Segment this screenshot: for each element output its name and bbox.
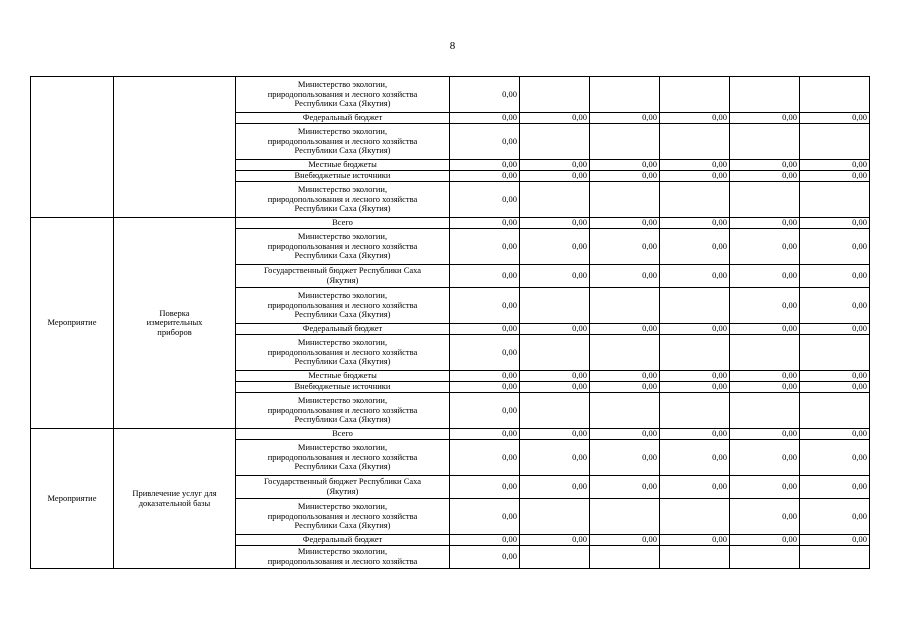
funding-source-cell: Министерство экологии, природопользования и лесного хозяйства Республики Саха (Якутия) xyxy=(236,124,450,160)
amount-cell: 0,00 xyxy=(520,218,590,229)
amount-cell: 0,00 xyxy=(660,218,730,229)
amount-cell: 0,00 xyxy=(730,429,800,440)
amount-cell: 0,00 xyxy=(730,218,800,229)
amount-cell xyxy=(660,546,730,569)
table-row xyxy=(31,77,870,113)
amount-cell: 0,00 xyxy=(520,382,590,393)
funding-source-cell: Внебюджетные источники xyxy=(236,171,450,182)
amount-cell: 0,00 xyxy=(800,113,870,124)
amount-cell xyxy=(730,335,800,371)
amount-cell xyxy=(660,335,730,371)
amount-cell: 0,00 xyxy=(450,160,520,171)
amount-cell: 0,00 xyxy=(730,440,800,476)
amount-cell: 0,00 xyxy=(590,218,660,229)
event-name-cell: Поверка измерительных приборов xyxy=(114,218,236,429)
amount-cell: 0,00 xyxy=(520,229,590,265)
amount-cell xyxy=(660,288,730,324)
amount-cell: 0,00 xyxy=(520,371,590,382)
amount-cell xyxy=(800,77,870,113)
event-name-cell: Привлечение услуг для доказательной базы xyxy=(114,429,236,569)
amount-cell: 0,00 xyxy=(590,382,660,393)
funding-source-cell: Местные бюджеты xyxy=(236,160,450,171)
amount-cell: 0,00 xyxy=(590,324,660,335)
amount-cell xyxy=(590,77,660,113)
funding-source-cell: Внебюджетные источники xyxy=(236,382,450,393)
event-name-cell xyxy=(114,77,236,218)
amount-cell xyxy=(660,499,730,535)
amount-cell xyxy=(590,393,660,429)
funding-source-cell: Министерство экологии, природопользования и лесного хозяйства Республики Саха (Якутия) xyxy=(236,440,450,476)
amount-cell: 0,00 xyxy=(520,535,590,546)
amount-cell xyxy=(730,77,800,113)
amount-cell: 0,00 xyxy=(520,476,590,499)
amount-cell: 0,00 xyxy=(520,429,590,440)
amount-cell: 0,00 xyxy=(450,229,520,265)
amount-cell: 0,00 xyxy=(730,476,800,499)
amount-cell: 0,00 xyxy=(660,265,730,288)
funding-source-cell: Министерство экологии, природопользования и лесного хозяйства Республики Саха (Якутия) xyxy=(236,288,450,324)
amount-cell: 0,00 xyxy=(590,535,660,546)
amount-cell: 0,00 xyxy=(730,535,800,546)
amount-cell: 0,00 xyxy=(450,535,520,546)
amount-cell: 0,00 xyxy=(590,476,660,499)
amount-cell xyxy=(800,182,870,218)
amount-cell xyxy=(590,335,660,371)
amount-cell: 0,00 xyxy=(450,382,520,393)
amount-cell xyxy=(660,182,730,218)
amount-cell: 0,00 xyxy=(660,171,730,182)
amount-cell xyxy=(590,546,660,569)
funding-source-cell: Министерство экологии, природопользования и лесного хозяйства Республики Саха (Якутия) xyxy=(236,182,450,218)
amount-cell xyxy=(730,124,800,160)
amount-cell: 0,00 xyxy=(800,535,870,546)
amount-cell: 0,00 xyxy=(450,124,520,160)
budget-table-body xyxy=(31,77,870,569)
amount-cell xyxy=(520,288,590,324)
amount-cell: 0,00 xyxy=(660,371,730,382)
amount-cell: 0,00 xyxy=(520,265,590,288)
amount-cell: 0,00 xyxy=(800,171,870,182)
amount-cell: 0,00 xyxy=(730,229,800,265)
amount-cell: 0,00 xyxy=(660,429,730,440)
amount-cell: 0,00 xyxy=(660,382,730,393)
amount-cell: 0,00 xyxy=(590,371,660,382)
amount-cell xyxy=(660,77,730,113)
funding-source-cell: Федеральный бюджет xyxy=(236,113,450,124)
amount-cell xyxy=(730,182,800,218)
page-number: 8 xyxy=(449,40,456,52)
funding-source-cell: Местные бюджеты xyxy=(236,371,450,382)
amount-cell xyxy=(590,182,660,218)
amount-cell: 0,00 xyxy=(590,171,660,182)
budget-table xyxy=(30,76,870,569)
amount-cell xyxy=(800,124,870,160)
amount-cell: 0,00 xyxy=(450,265,520,288)
amount-cell: 0,00 xyxy=(660,440,730,476)
amount-cell: 0,00 xyxy=(800,429,870,440)
amount-cell: 0,00 xyxy=(450,171,520,182)
amount-cell: 0,00 xyxy=(660,535,730,546)
amount-cell: 0,00 xyxy=(450,113,520,124)
amount-cell xyxy=(590,124,660,160)
amount-cell: 0,00 xyxy=(450,546,520,569)
amount-cell xyxy=(590,288,660,324)
amount-cell: 0,00 xyxy=(450,218,520,229)
event-type-cell: Мероприятие xyxy=(31,218,114,429)
funding-source-cell: Министерство экологии, природопользования и лесного хозяйства xyxy=(236,546,450,569)
funding-source-cell: Федеральный бюджет xyxy=(236,535,450,546)
amount-cell: 0,00 xyxy=(450,182,520,218)
amount-cell xyxy=(730,393,800,429)
amount-cell: 0,00 xyxy=(450,324,520,335)
funding-source-cell: Государственный бюджет Республики Саха (Якутия) xyxy=(236,476,450,499)
amount-cell: 0,00 xyxy=(730,288,800,324)
amount-cell: 0,00 xyxy=(800,371,870,382)
amount-cell: 0,00 xyxy=(590,265,660,288)
amount-cell xyxy=(520,124,590,160)
amount-cell: 0,00 xyxy=(520,171,590,182)
amount-cell: 0,00 xyxy=(800,476,870,499)
table-row xyxy=(31,429,870,440)
amount-cell: 0,00 xyxy=(450,440,520,476)
funding-source-cell: Государственный бюджет Республики Саха (Якутия) xyxy=(236,265,450,288)
amount-cell: 0,00 xyxy=(450,393,520,429)
amount-cell: 0,00 xyxy=(590,160,660,171)
funding-source-cell: Всего xyxy=(236,218,450,229)
amount-cell: 0,00 xyxy=(730,499,800,535)
amount-cell xyxy=(800,335,870,371)
amount-cell: 0,00 xyxy=(520,324,590,335)
amount-cell: 0,00 xyxy=(590,229,660,265)
amount-cell: 0,00 xyxy=(590,429,660,440)
amount-cell: 0,00 xyxy=(520,160,590,171)
table-row xyxy=(31,218,870,229)
amount-cell: 0,00 xyxy=(520,440,590,476)
amount-cell xyxy=(520,77,590,113)
amount-cell: 0,00 xyxy=(730,113,800,124)
amount-cell xyxy=(730,546,800,569)
funding-source-cell: Федеральный бюджет xyxy=(236,324,450,335)
amount-cell: 0,00 xyxy=(730,160,800,171)
amount-cell: 0,00 xyxy=(450,429,520,440)
amount-cell xyxy=(660,124,730,160)
amount-cell: 0,00 xyxy=(520,113,590,124)
amount-cell xyxy=(520,335,590,371)
amount-cell: 0,00 xyxy=(800,382,870,393)
amount-cell: 0,00 xyxy=(590,440,660,476)
amount-cell: 0,00 xyxy=(660,113,730,124)
amount-cell: 0,00 xyxy=(800,265,870,288)
amount-cell: 0,00 xyxy=(800,160,870,171)
amount-cell xyxy=(520,182,590,218)
amount-cell xyxy=(590,499,660,535)
amount-cell: 0,00 xyxy=(660,160,730,171)
event-type-cell: Мероприятие xyxy=(31,429,114,569)
amount-cell: 0,00 xyxy=(800,218,870,229)
amount-cell: 0,00 xyxy=(800,324,870,335)
amount-cell: 0,00 xyxy=(450,476,520,499)
amount-cell xyxy=(520,393,590,429)
amount-cell: 0,00 xyxy=(450,77,520,113)
amount-cell: 0,00 xyxy=(800,440,870,476)
amount-cell: 0,00 xyxy=(730,324,800,335)
amount-cell: 0,00 xyxy=(800,288,870,324)
amount-cell: 0,00 xyxy=(730,382,800,393)
amount-cell xyxy=(520,499,590,535)
amount-cell: 0,00 xyxy=(450,288,520,324)
funding-source-cell: Всего xyxy=(236,429,450,440)
amount-cell xyxy=(520,546,590,569)
funding-source-cell: Министерство экологии, природопользования и лесного хозяйства Республики Саха (Якутия) xyxy=(236,499,450,535)
amount-cell: 0,00 xyxy=(800,229,870,265)
amount-cell: 0,00 xyxy=(730,371,800,382)
amount-cell xyxy=(660,393,730,429)
amount-cell xyxy=(800,546,870,569)
amount-cell: 0,00 xyxy=(660,324,730,335)
amount-cell: 0,00 xyxy=(730,265,800,288)
amount-cell: 0,00 xyxy=(660,229,730,265)
funding-source-cell: Министерство экологии, природопользования и лесного хозяйства Республики Саха (Якутия) xyxy=(236,335,450,371)
event-type-cell xyxy=(31,77,114,218)
amount-cell: 0,00 xyxy=(800,499,870,535)
funding-source-cell: Министерство экологии, природопользования и лесного хозяйства Республики Саха (Якутия) xyxy=(236,393,450,429)
funding-source-cell: Министерство экологии, природопользования и лесного хозяйства Республики Саха (Якутия) xyxy=(236,229,450,265)
amount-cell: 0,00 xyxy=(450,499,520,535)
amount-cell: 0,00 xyxy=(450,335,520,371)
amount-cell: 0,00 xyxy=(730,171,800,182)
amount-cell: 0,00 xyxy=(660,476,730,499)
funding-source-cell: Министерство экологии, природопользования и лесного хозяйства Республики Саха (Якутия) xyxy=(236,77,450,113)
amount-cell xyxy=(800,393,870,429)
amount-cell: 0,00 xyxy=(590,113,660,124)
amount-cell: 0,00 xyxy=(450,371,520,382)
